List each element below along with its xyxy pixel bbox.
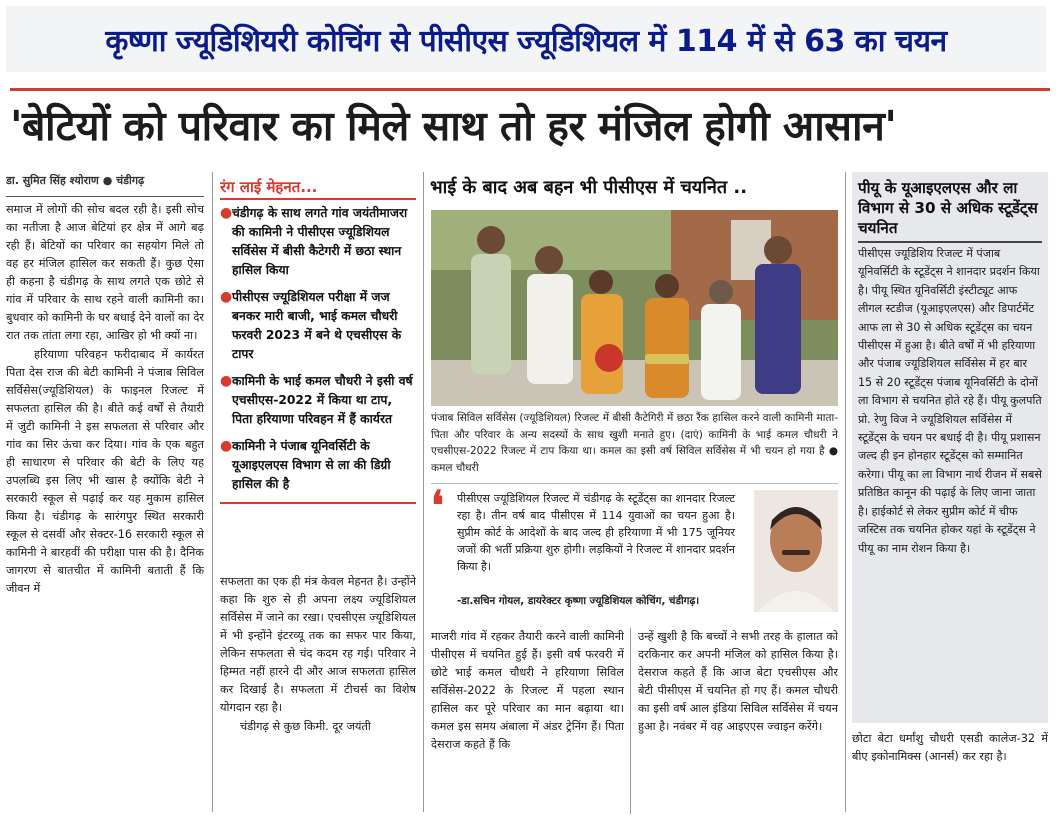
article-column-5 [852,730,1048,810]
article-paragraph-6: उन्हें खुशी है कि बच्चों ने सभी तरह के हालात को दरकिनार कर अपनी मंजिल को हासिल किया है। देसराज कहते हैं कि आज बेटा एचसीएस और बेटी पीसीएस में चयनित हो गए हैं। कमल चौधरी का इसी वर्ष आल इंडिया सिविल सर्विसेस में चयन हुआ है। नवंबर में वह आइएएस ज्वाइन करेंगे। [638,630,838,733]
article-paragraph-2: हरियाणा परिवहन फरीदाबाद में कार्यरत पिता देस राज की बेटी कामिनी ने पंजाब सिविल सर्विसेस(ज्यूडिशियल) के फाइनल रिजल्ट में सफलता हासिल की है। बीते कई वर्षों से तैयारी में जुटी कामिनी ने इस सफलता से परिवार और गांव का सिर ऊंचा कर दिया। गांव के एक बहुत ही साधारण से परिवार की बेटी के लिए यह उपलब्धि इस लिए भी खास है क्योंकि बेटी ने सरकारी स्कूल से पढ़ाई कर यह मुकाम हासिल किया है। चंडीगढ़ के सारंगपुर स्थित सरकारी स्कूल से दसवीं और सेक्टर-16 सरकारी स्कूल से कामिनी ने बारहवीं की परीक्षा पास की है। दैनिक जागरण से बातचीत में कामिनी बताती हैं कि जीवन में [6,348,204,595]
column-divider [423,172,424,812]
quote-text: पीसीएस ज्यूडिशियल रिजल्ट में चंडीगढ़ के स्टूडेंट्स का शानदार रिजल्ट रहा है। तीन वर्ष बाद पीसीएस में 114 युवाओं का चयन हुआ है। सुप्रीम कोर्ट के आदेशों के बाद जल्द ही हरियाणा में भी 175 जूनियर जजों की भर्ती प्रक्रिया शुरु होगी। लड़कियों ने रिजल्ट में शानदार प्रदर्शन किया है। [457,492,735,573]
article-paragraph-4: चंडीगढ़ से कुछ किमी. दूर जयंती [240,720,371,733]
bullet-icon: ● [220,289,233,305]
family-photo [431,210,838,406]
headline-text: 'बेटियों को परिवार का मिले साथ तो हर मंजिल होगी आसान' [10,101,897,150]
highlight-text: कामिनी ने पंजाब यूनिवर्सिटी के यूआइएलएस विभाग से ला की डिग्री हासिल की है [232,439,391,491]
portrait-illustration [754,490,838,612]
pu-box-body: पीसीएस ज्यूडिशिय रिजल्ट में पंजाब यूनिवर्सिटी के स्टूडेंट्स ने शानदार प्रदर्शन किया है। पीयू स्थित यूनिवर्सिटी इंस्टीट्यूट आफ लीगल स्टडीज (यूआइएलएस) और डिपार्टमेंट आफ ला से 30 से अधिक स्टूडेंट्स का चयन पीसीएस में हुआ है। बीते वर्षों में भी हरियाणा और पंजाब ज्यूडिशियल सर्विसेस में हर बार 15 से 20 स्टूडेंट्स पंजाब यूनिवर्सिटी के दोनों ला विभाग से चयनित होते रहे हैं। पीयू कुलपति प्रो. रेणु विज ने ज्यूडिशियल सर्विसेस में स्टूडेंट्स के चयन पर बधाई दी है। पीयू प्रशासन जल्द ही इन होनहार स्टूडेंट्स को सम्मानित करेगा। पीयू का ला विभाग नार्थ रीजन में सबसे प्रतिष्ठित कानून की पढ़ाई के लिए जाना जाता है। हाईकोर्ट से लेकर सुप्रीम कोर्ट में चीफ जस्टिस तक चयनित होकर यहां के स्टूडेंट्स ने पीयू का नाम रोशन किया है। [858,247,1042,555]
article-column-2 [220,573,416,813]
article-paragraph-7: छोटा बेटा धर्मांशु चौधरी एसडी कालेज-32 में बीए इकोनामिक्स (आनर्स) कर रहा है। [852,732,1048,763]
highlight-item [220,204,416,280]
caption-divider [431,483,838,484]
quote-mark-icon: ❛ [431,482,444,529]
bullet-icon: ● [220,438,233,454]
pu-sidebar-box [852,172,1048,723]
highlight-text: कामिनी के भाई कमल चौधरी ने इसी वर्ष एचसीएस-2022 में किया था टाप, पिता हरियाणा परिवहन में हैं कार्यरत [232,374,413,426]
highlight-item [220,437,416,494]
pu-box-title: पीयू के यूआइएलएस और ला विभाग से 30 से अधिक स्टूडेंट्स चयनित [858,178,1042,243]
quote-signature: -डा.सचिन गोयल, डायरेक्टर कृष्णा ज्यूडिशियल कोचिंग, चंडीगढ़। [457,595,700,607]
top-banner [6,6,1046,72]
column-divider [845,172,846,812]
highlights-bottom-rule [220,502,416,504]
photo-section-heading: भाई के बाद अब बहन भी पीसीएस में चयनित .. [430,177,748,198]
article-paragraph-1: समाज में लोगों की सोच बदल रही है। इसी सोच का नतीजा है आज बेटियां हर क्षेत्र में आगे बढ़ रही हैं। बेटियों का परिवार का सहयोग मिले तो वह हर मंजिल हासिल कर सकती हैं। कुछ ऐसा ही कहना है चंडीगढ़ के साथ लगते एक छोटे से गांव में परिवार के साथ रहने वाली कामिनी का। बुधवार को कामिनी के घर बधाई देने वालों का देर रात तक तांता लगा रहा, आखिर हो भी क्यों ना। [6,203,204,342]
bullet-icon: ● [220,373,233,389]
highlight-item [220,288,416,364]
banner-text: कृष्णा ज्यूडिशियरी कोचिंग से पीसीएस ज्यूडिशियल में 114 में से 63 का चयन [105,23,947,59]
column-divider [630,628,631,814]
highlights-title: रंग लाई मेहनत... [220,178,416,200]
highlights-box [220,178,416,563]
bullet-icon: ● [220,205,233,221]
highlight-text: पीसीएस ज्यूडिशियल परीक्षा में जज बनकर मारी बाजी, भाई कमल चौधरी फरवरी 2023 में बने थे एचसीएस के टापर [232,290,402,361]
photo-caption: पंजाब सिविल सर्विसेस (ज्यूडिशियल) रिजल्ट में बीसी कैटेगिरी में छठा रैंक हासिल करने वाली कामिनी माता-पिता और परिवार के अन्य सदस्यों के साथ खुशी मनाते हुए। (दाएं) कामिनी के भाई कमल चौधरी ने एचसीएस-2022 रिजल्ट में टाप किया था। कमल का इसी वर्ष सिविल सर्विसेस में भी चयन हो गया है ● कमल चौधरी [431,412,838,474]
headline [10,88,1050,158]
article-paragraph-3: सफलता का एक ही मंत्र केवल मेहनत है। उन्होंने कहा कि शुरु से ही अपना लक्ष्य ज्यूडिशियल सर्विसेस में जाने का रखा। एचसीएस ज्यूडिशियल में भी इन्होंने इंटरव्यू तक का सफर पार किया, लेकिन सफलता से चंद कदम रह गई। परिवार ने हिम्मत नहीं हारने दी और आज सफलता हासिल कर दिखाई है। सफलता में टीचर्स का विशेष योगदान रहा है। [220,575,416,714]
byline-divider [6,196,204,197]
highlight-text: चंडीगढ़ के साथ लगते गांव जयंतीमाजरा की कामिनी ने पीसीएस ज्यूडिशियल सर्विसेस में बीसी कैटेगरी में छठा स्थान हासिल किया [232,206,408,277]
highlight-item [220,372,416,429]
quote-box [431,482,735,612]
article-paragraph-5: माजरी गांव में रहकर तैयारी करने वाली कामिनी पीसीएस में चयनित हुई हैं। इसी वर्ष फरवरी में छोटे भाई कमल चौधरी ने हरियाणा सिविल सर्विसेस-2022 के रिजल्ट में पहला स्थान हासिल कर पूरे परिवार का मान बढ़ाया था। कमल इस समय अंबाला में अंडर ट्रेनिंग हैं। पिता देसराज कहते हैं कि [431,630,624,751]
column-divider [212,172,213,812]
family-photo-illustration [431,210,838,406]
director-portrait [754,490,838,612]
article-column-1 [6,172,204,812]
byline: डा. सुमित सिंह श्योराण ● चंडीगढ़ [6,174,145,187]
article-column-3 [431,628,624,816]
article-column-4 [638,628,838,816]
